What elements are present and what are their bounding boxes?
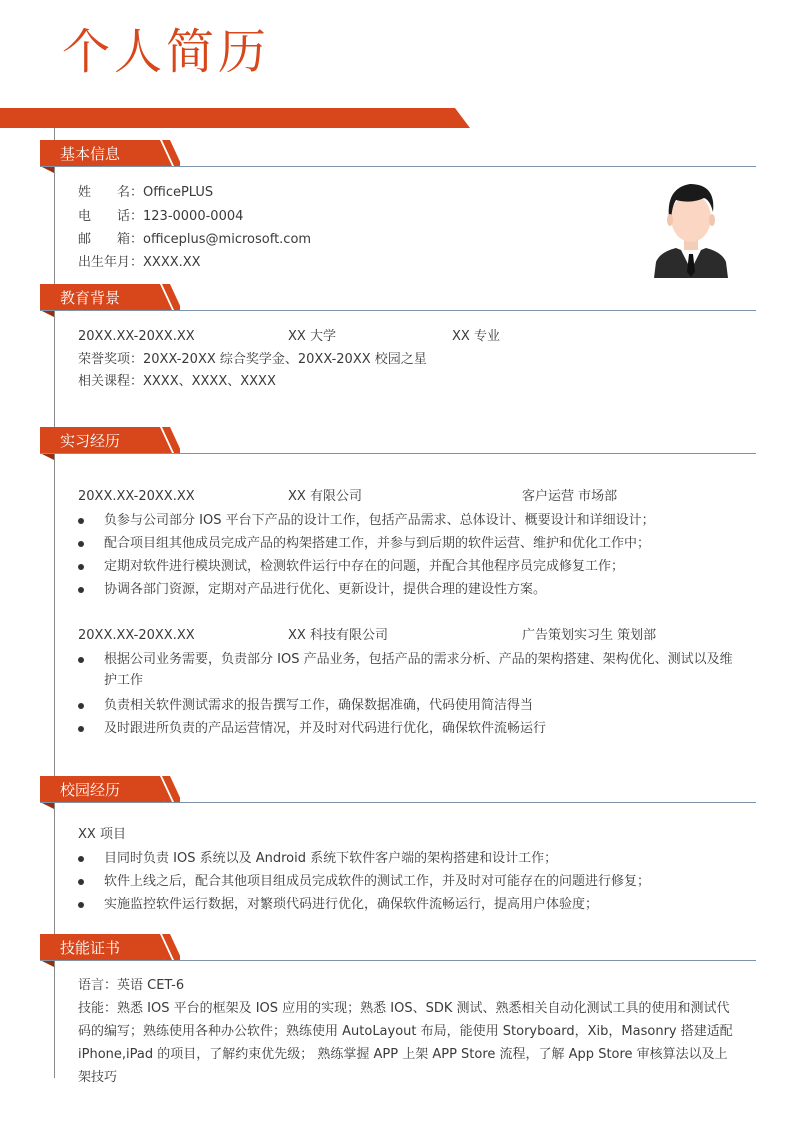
name-value: OfficePLUS [143, 185, 214, 200]
section-header-education [40, 284, 180, 312]
section-title: 实习经历 [60, 432, 121, 450]
education-period: 20XX.XX-20XX.XX [78, 329, 195, 344]
section-header-skills [40, 934, 180, 962]
section-title: 教育背景 [60, 289, 121, 307]
campus-item: 软件上线之后，配合其他项目组成员完成软件的测试工作，并及时对可能存在的问题进行修复； [104, 874, 651, 889]
job-role: 客户运营 市场部 [522, 489, 618, 504]
email-label: 邮 箱： [78, 232, 144, 247]
job-item: 根据公司业务需要，负责部分 IOS 产品业务，包括产品的需求分析、产品的架构搭建、架构优化、测试以及维护工作 [104, 652, 733, 688]
skills-language: 语言：英语 CET-6 [78, 978, 185, 993]
birth-row [78, 254, 201, 272]
education-courses: 相关课程：XXXX、XXXX、XXXX [78, 374, 276, 389]
education-honors: 荣誉奖项：20XX-20XX 综合奖学金、20XX-20XX 校园之星 [78, 352, 427, 367]
section-title: 校园经历 [60, 781, 121, 799]
bullet-icon [78, 564, 84, 570]
name-label: 姓 名： [78, 185, 144, 200]
phone-label: 电 话： [78, 209, 144, 224]
bullet-icon [78, 587, 84, 593]
job-item: 及时跟进所负责的产品运营情况，并及时对代码进行优化，确保软件流畅运行 [104, 721, 547, 736]
section-divider [40, 166, 756, 167]
header-accent-bar [0, 108, 470, 128]
section-header-internship [40, 427, 180, 455]
bullet-icon [78, 902, 84, 908]
section-header-basic [40, 140, 180, 168]
section-header-campus [40, 776, 180, 804]
resume-title: 个人简历 [62, 24, 271, 80]
campus-item: 目同时负责 IOS 系统以及 Android 系统下软件客户端的架构搭建和设计工作； [104, 851, 558, 866]
avatar-icon [650, 178, 732, 278]
email-row [78, 231, 311, 249]
bullet-icon [78, 879, 84, 885]
section-divider [40, 310, 756, 311]
job-company: XX 科技有限公司 [288, 628, 388, 643]
section-divider [40, 960, 756, 961]
job-role: 广告策划实习生 策划部 [522, 628, 657, 643]
skills-line: 码的编写；熟练使用各种办公软件；熟练使用 AutoLayout 布局，能使用 Storyboard，Xib，Masonry 搭建适配 [78, 1024, 733, 1039]
bullet-icon [78, 657, 84, 663]
bullet-icon [78, 726, 84, 732]
campus-item: 实施监控软件运行数据，对繁琐代码进行优化，确保软件流畅运行，提高用户体验度； [104, 897, 599, 912]
job-period: 20XX.XX-20XX.XX [78, 489, 195, 504]
education-major: XX 专业 [452, 329, 500, 344]
job-item: 配合项目组其他成员完成产品的构架搭建工作，并参与到后期的软件运营、维护和优化工作中； [104, 536, 651, 551]
bullet-icon [78, 518, 84, 524]
name-row [78, 184, 213, 202]
education-school: XX 大学 [288, 329, 336, 344]
bullet-icon [78, 703, 84, 709]
job-item: 定期对软件进行模块测试，检测软件运行中存在的问题，并配合其他程序员完成修复工作； [104, 559, 625, 574]
section-title: 基本信息 [60, 145, 121, 163]
campus-project: XX 项目 [78, 827, 126, 842]
phone-row [78, 208, 243, 226]
job-period: 20XX.XX-20XX.XX [78, 628, 195, 643]
job-item: 负责相关软件测试需求的报告撰写工作，确保数据准确，代码使用简洁得当 [104, 698, 534, 713]
skills-line: iPhone,iPad 的项目，了解约束优先级； 熟练掌握 APP 上架 APP Store 流程，了解 App Store 审核算法以及上 [78, 1047, 728, 1062]
birth-value: XXXX.XX [143, 255, 201, 270]
section-divider [40, 453, 756, 454]
job-company: XX 有限公司 [288, 489, 362, 504]
bullet-icon [78, 541, 84, 547]
email-value: officeplus@microsoft.com [143, 232, 312, 247]
job-item: 负参与公司部分 IOS 平台下产品的设计工作，包括产品需求、总体设计、概要设计和详细设计； [104, 513, 655, 528]
skills-line: 架技巧 [78, 1070, 118, 1085]
birth-label: 出生年月： [78, 255, 144, 270]
skills-line: 技能：熟悉 IOS 平台的框架及 IOS 应用的实现；熟悉 IOS、SDK 测试、熟悉相关自动化测试工具的使用和测试代 [78, 1001, 730, 1016]
job-item: 协调各部门资源，定期对产品进行优化、更新设计，提供合理的建设性方案。 [104, 582, 547, 597]
section-divider [40, 802, 756, 803]
section-title: 技能证书 [60, 939, 121, 957]
phone-value: 123-0000-0004 [143, 209, 244, 224]
bullet-icon [78, 856, 84, 862]
